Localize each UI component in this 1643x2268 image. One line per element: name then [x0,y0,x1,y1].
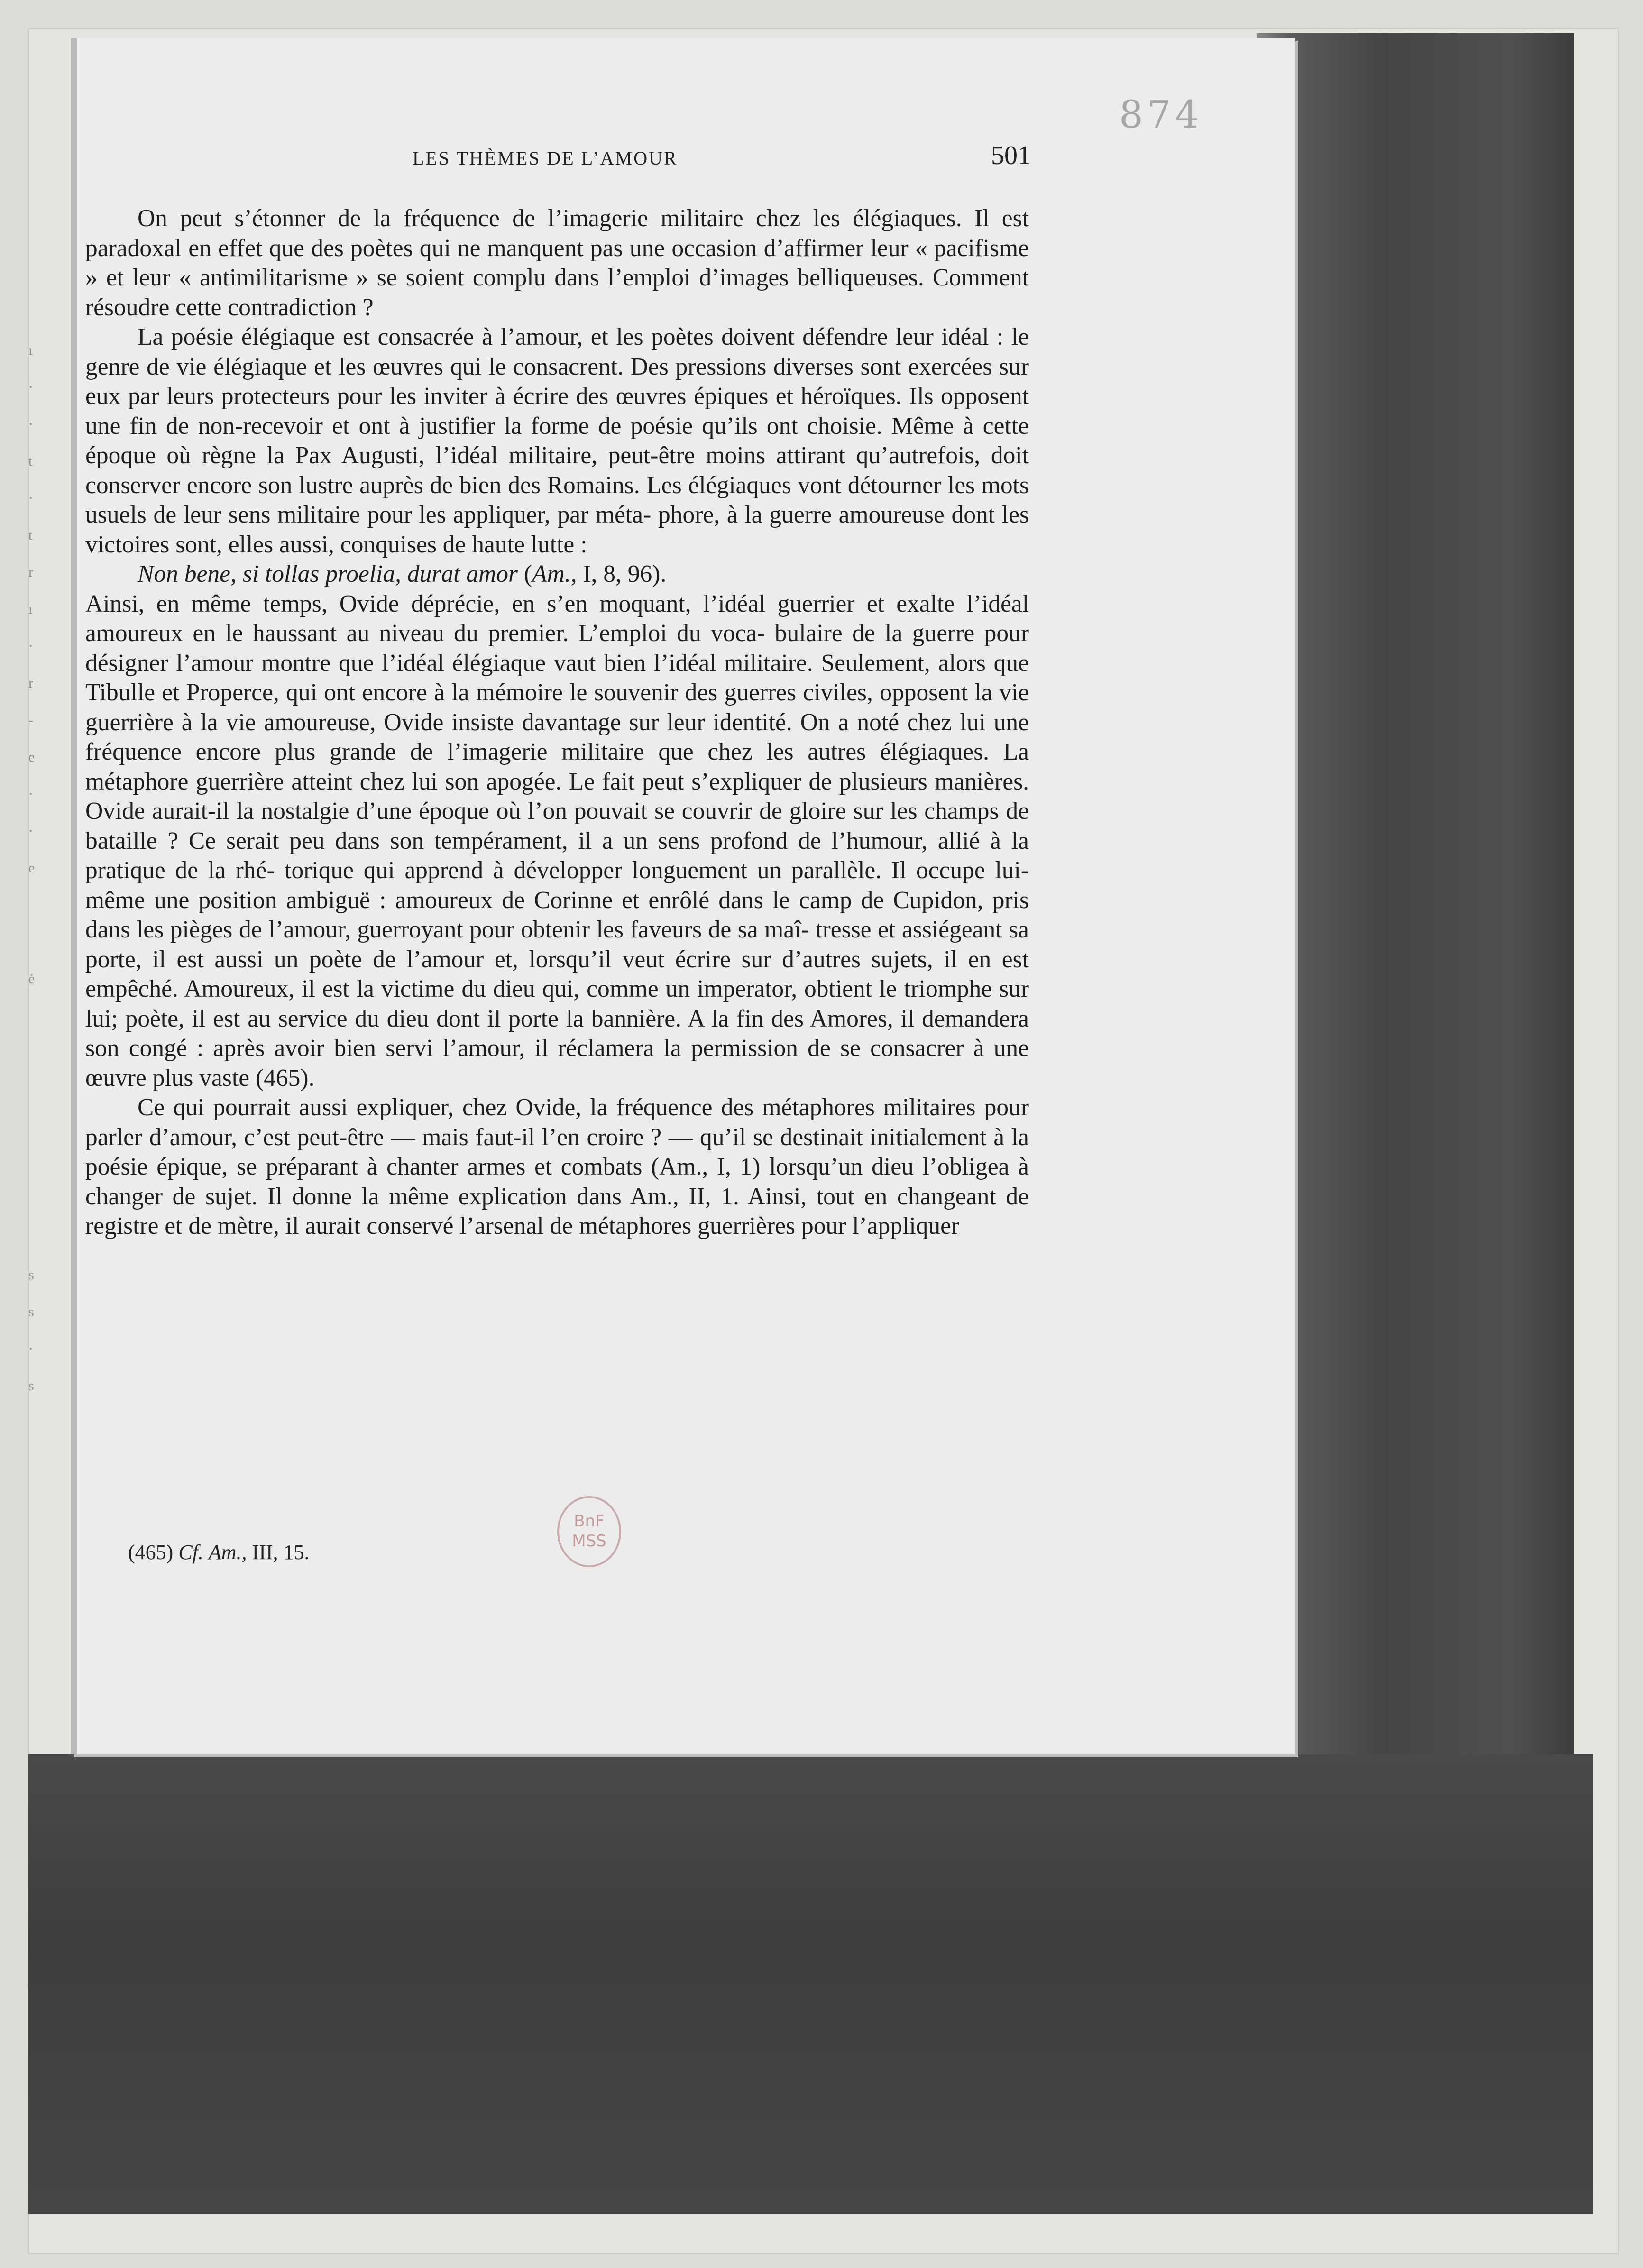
text-line: à la mémoire le souvenir des guerres civiles, opposent la vie guerrière à la [85,679,1029,736]
text-line: diverses sont exercées sur eux par leurs protecteurs pour les inviter à écrire des [85,353,1029,410]
text-line: tresse et assiégeant sa porte, il est aussi un poète de l’amour et, lorsqu’il veut [85,916,1029,973]
margin-mark [28,1220,47,1257]
text-line: l’on pouvait se couvrir de gloire sur les champs de bataille ? Ce serait peu dans [85,798,1029,854]
text-line: détourner les mots usuels de leur sens militaire pour les appliquer, par méta- [85,471,1029,528]
archive-number: 874 [1119,92,1203,137]
left-margin-marks [28,332,47,1405]
margin-mark [28,1072,47,1109]
footnote [128,1540,310,1564]
page-number: 501 [991,141,1031,170]
text-line: une position ambiguë : amoureux de Corinne et enrôlé dans le camp de Cupidon, [154,886,983,914]
text-line: exalte l’idéal amoureux en le haussant au niveau du premier. L’emploi du voca- [85,590,1029,647]
text-line: Ce qui pourrait aussi expliquer, chez Ovide, la fréquence des métaphores [138,1094,875,1121]
text-line: congé : après avoir bien servi l’amour, il réclamera la permission de se consacrer [129,1035,964,1062]
margin-mark: t [28,527,33,543]
text-line: bien l’idéal militaire. Seulement, alors que Tibulle et Properce, qui ont encore [85,649,1029,706]
footnote-ref: Am., [208,1541,247,1564]
text-line: torique qui apprend à développer longuement un parallèle. Il occupe lui-même [85,857,1029,914]
margin-mark: r [28,675,33,691]
footnote-number: (465) [128,1541,174,1564]
text-line: militaires pour parler d’amour, c’est peut-être — mais faut-il l’en croire ? — qu’il [85,1094,1029,1151]
margin-mark [28,1035,47,1072]
margin-mark: s [28,1304,34,1320]
margin-mark: s [28,1267,34,1283]
margin-mark: e [28,749,35,765]
footnote-cf: Cf. [178,1541,203,1564]
text-line: phore, à la guerre amoureuse dont les victoires sont, elles aussi, conquises de [85,501,1029,558]
text-line: à une œuvre plus vaste (465). [85,1035,1029,1092]
library-stamp [557,1496,621,1567]
margin-mark: s [28,1378,34,1394]
paragraph [85,589,1029,1093]
margin-mark: r [28,564,33,580]
margin-mark [28,1183,47,1220]
text-line: Il est paradoxal en effet que des poètes qui ne manquent pas une occasion [85,205,1029,262]
body-text [85,204,1029,1241]
margin-mark: - [28,712,33,728]
quote-ref-rest: I, 8, 96). [577,560,667,588]
text-line: combats (Am., I, 1) lorsqu’un dieu l’obligea à changer de sujet. Il donne la [85,1153,1029,1210]
margin-mark: t [28,453,33,469]
margin-mark: ı [28,601,33,617]
text-line: justifier la forme de poésie qu’ils ont choisie. Même à cette époque où règne [85,412,1029,469]
text-line: pris dans les pièges de l’amour, guerroyant pour obtenir les faveurs de sa maî- [85,886,1029,943]
margin-mark [28,887,47,924]
margin-mark [28,1146,47,1183]
paragraph [85,1093,1029,1241]
margin-mark: · [28,638,33,654]
margin-mark [28,924,47,961]
running-title: LES THÈMES DE L’AMOUR [413,147,678,169]
quote-text: Non bene, si tollas proelia, durat amor [138,560,518,588]
paragraph [85,204,1029,322]
margin-mark: · [28,786,33,802]
paragraph [85,322,1029,560]
text-line: La poésie élégiaque est consacrée à l’amour, et les poètes doivent défendre [138,323,888,350]
text-line: conserver encore son lustre auprès de bien des Romains. Les élégiaques vont [85,471,842,499]
margin-mark: ı [28,342,33,358]
footnote-ref-rest: III, 15. [247,1541,310,1564]
text-line: s’expliquer de plusieurs manières. Ovide aurait-il la nostalgie d’une époque où [85,768,1029,825]
text-line: une fréquence encore plus grande de l’imagerie militaire que chez les autres [85,708,1029,765]
margin-mark: · [28,490,33,506]
text-line: dieu qui, comme un imperator, obtient le triomphe sur lui; poète, il est au [85,975,1029,1032]
margin-mark: e [28,860,35,876]
text-line: l’emploi d’images belliqueuses. Comment résoudre cette contradiction ? [85,264,1029,321]
text-line: vie amoureuse, Ovide insiste davantage sur leur identité. On a noté chez lui [226,708,986,736]
text-line: bulaire de la guerre pour désigner l’amour montre que l’idéal élégiaque vaut [85,620,1029,677]
quote-ref-open: ( [518,560,532,588]
text-line: service du dieu dont il porte la bannière. A la fin des Amores, il demandera son [85,1005,1029,1062]
text-line: son tempérament, il a un sens profond de l’humour, allié à la pratique de la rhé- [85,827,1029,884]
dark-background-area [28,1754,1593,2214]
dark-background-strip [1257,33,1574,1759]
margin-mark: ė [28,971,35,987]
text-line: haute lutte : [472,531,587,558]
text-line: On peut s’étonner de la fréquence de l’imagerie militaire chez les élégiaques. [138,205,962,232]
verse-quote [85,560,1029,589]
stamp-line-1: BnF [574,1512,605,1531]
margin-mark: · [28,379,33,395]
margin-mark: · [28,1341,33,1357]
margin-mark: · [28,823,33,839]
text-line: se destinait initialement à la poésie épique, se préparant à chanter armes et [85,1123,1029,1180]
quote-ref-abbrev: Am., [532,560,577,588]
text-line: de mètre, il aurait conservé l’arsenal de métaphores guerrières pour l’appliquer [188,1212,960,1240]
text-line: même explication dans Am., II, 1. Ainsi, tout en changeant de registre et [85,1183,1029,1240]
margin-mark [28,998,47,1035]
text-line: œuvres épiques et héroïques. Ils opposent une fin de non-recevoir et ont à [85,383,1029,440]
text-line: Ainsi, en même temps, Ovide déprécie, en s’en moquant, l’idéal guerrier et [85,590,884,617]
text-line: la Pax Augusti, l’idéal militaire, peut-être moins attirant qu’autrefois, doit [266,442,1029,469]
text-line: d’affirmer leur « pacifisme » et leur « antimilitarisme » se soient complu dans [85,234,1029,291]
stamp-line-2: MSS [572,1532,606,1551]
margin-mark [28,1109,47,1146]
text-line: écrire sur d’autres sujets, il en est empêché. Amoureux, il est la victime du [85,946,1029,1002]
text-line: leur idéal : le genre de vie élégiaque et les œuvres qui le consacrent. Des pressions [85,323,1029,380]
text-line: élégiaques. La métaphore guerrière atteint chez lui son apogée. Le fait peut [85,738,1029,795]
margin-mark: · [28,416,33,432]
